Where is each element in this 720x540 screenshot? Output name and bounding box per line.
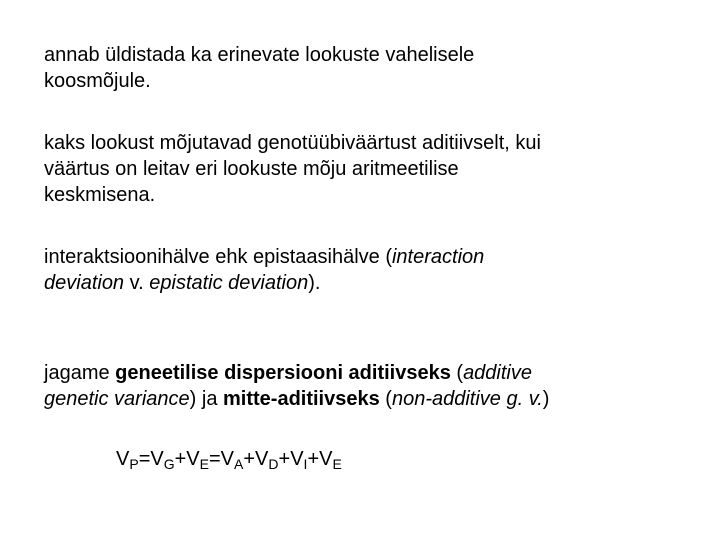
formula-subscript: E xyxy=(199,456,209,472)
paragraph-interaction-deviation xyxy=(44,244,694,296)
text-line: kaks lookust mõjutavad genotüübiväärtust aditiivselt, kui xyxy=(44,132,541,154)
text-line: keskmisena. xyxy=(44,184,156,206)
text-fragment: ) ja xyxy=(189,388,223,410)
formula-part: V xyxy=(116,448,130,470)
text-line: annab üldistada ka erinevate lookuste vahelisele xyxy=(44,44,475,66)
paragraph-additivity xyxy=(44,130,694,208)
formula-subscript: D xyxy=(268,456,279,472)
text-line: väärtus on leitav eri lookuste mõju aritmeetilise xyxy=(44,158,459,180)
term-italic: genetic variance xyxy=(44,388,190,410)
formula-subscript: E xyxy=(332,456,342,472)
text-line: koosmõjule. xyxy=(44,70,151,92)
text-fragment: ). xyxy=(308,272,321,294)
text-fragment: interaktsioonihälve ehk epistaasihälve ( xyxy=(44,246,392,268)
term-bold: mitte-aditiivseks xyxy=(223,388,380,410)
formula-part: +V xyxy=(278,448,304,470)
formula-subscript: I xyxy=(303,456,308,472)
formula-subscript: G xyxy=(163,456,175,472)
term-bold: geneetilise dispersiooni aditiivseks xyxy=(115,362,451,384)
formula-part: =V xyxy=(208,448,235,470)
text-fragment: v. xyxy=(124,272,150,294)
paragraph-interaction-intro xyxy=(44,42,694,94)
formula-part: +V xyxy=(307,448,333,470)
text-fragment: jagame xyxy=(44,362,116,384)
formula-subscript: A xyxy=(234,456,244,472)
formula-part: +V xyxy=(243,448,269,470)
term-italic: deviation xyxy=(44,272,125,294)
text-fragment: ( xyxy=(379,388,392,410)
term-italic: additive xyxy=(463,362,532,384)
variance-formula xyxy=(116,446,342,472)
term-italic: epistatic deviation xyxy=(149,272,309,294)
text-fragment: ) xyxy=(542,388,550,410)
text-fragment: ( xyxy=(450,362,464,384)
formula-part: =V xyxy=(138,448,164,470)
term-italic: interaction xyxy=(391,246,485,268)
formula-subscript: P xyxy=(129,456,139,472)
term-italic: non-additive g. v. xyxy=(391,388,543,410)
paragraph-variance-partition xyxy=(44,360,694,412)
formula-part: +V xyxy=(174,448,200,470)
